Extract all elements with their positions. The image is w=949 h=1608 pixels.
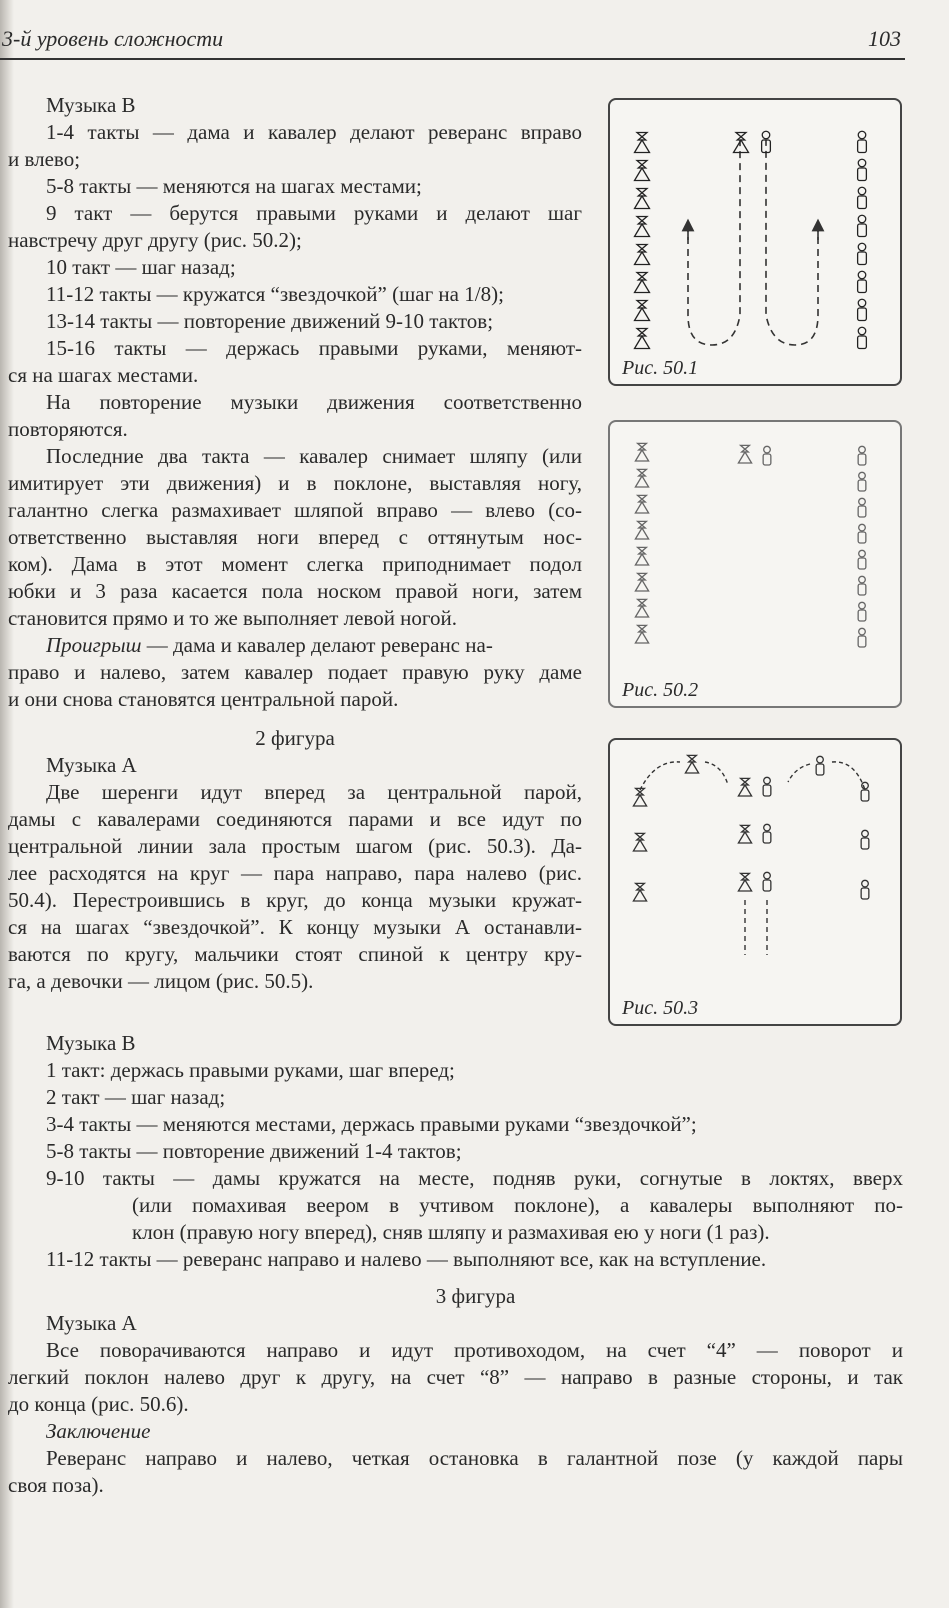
text-line: право и налево, затем кавалер подает правую руку даме <box>8 660 582 684</box>
path-left-dashed <box>688 140 740 345</box>
text-line: 5-8 такты — меняются на шагах местами; <box>46 174 422 198</box>
text-line: 10 такт — шаг назад; <box>46 255 236 279</box>
gentleman-figure-icon <box>858 159 867 180</box>
gentleman-figure-icon <box>858 243 867 264</box>
lady-figure-icon <box>635 521 648 539</box>
interlude-term: Проигрыш <box>46 633 142 657</box>
text-line: На повторение музыки движения соответственно <box>46 390 582 414</box>
text-line: центральной линии зала простым шагом (рис. 50.3). Да- <box>8 834 582 858</box>
lady-figure-icon <box>635 625 648 643</box>
figure-caption: Рис. 50.2 <box>622 679 699 701</box>
gentleman-figure-icon <box>858 602 866 621</box>
lady-figure-icon <box>635 273 650 293</box>
figure-caption: Рис. 50.1 <box>622 357 699 379</box>
lady-figure-icon <box>734 133 749 153</box>
full-width-text <box>8 1030 903 1499</box>
text-line: 50.4). Перестроившись в круг, до конца музыки кружат- <box>8 888 582 912</box>
text-line: 2 такт — шаг назад; <box>46 1085 226 1109</box>
section-heading: 2 фигура <box>255 726 335 750</box>
curve-arrow <box>832 762 865 790</box>
text-line: 15-16 такты — держась правыми руками, меняют- <box>46 336 582 360</box>
text-line: 5-8 такты — повторение движений 1-4 тактов; <box>46 1139 462 1163</box>
lady-figure-icon <box>635 245 650 265</box>
text-line: ком). Дама в этот момент слегка приподнимает подол <box>8 552 582 576</box>
lady-figure-icon <box>635 547 648 565</box>
curve-arrow <box>705 762 728 785</box>
text-line: 1-4 такты — дама и кавалер делают реверанс вправо <box>46 120 582 144</box>
lady-figure-icon <box>635 189 650 209</box>
gentleman-figure-icon <box>858 472 866 491</box>
header-title: 3-й уровень сложности <box>2 26 224 51</box>
text-line: лее расходятся на круг — пара направо, пара налево (рис. <box>8 861 582 885</box>
gentleman-figure-icon <box>763 824 771 843</box>
text-line: га, а девочки — лицом (рис. 50.5). <box>8 969 314 993</box>
gentleman-figure-icon <box>858 271 867 292</box>
lady-figure-icon <box>633 788 646 806</box>
text-line: 3-4 такты — меняются местами, держась правыми руками “звездочкой”; <box>46 1112 697 1136</box>
gentleman-figure-icon <box>861 830 869 849</box>
running-header <box>0 24 905 60</box>
figure-50-2 <box>608 420 902 708</box>
text-line <box>8 632 582 659</box>
text-line: ваются по кругу, мальчики стоят спиной к центру кру- <box>8 942 582 966</box>
gentleman-figure-icon <box>858 524 866 543</box>
lady-figure-icon <box>635 161 650 181</box>
text-line: (или помахивая веером в учтивом поклоне), а кавалеры выполняют по- <box>132 1193 903 1217</box>
text-line: и они снова становятся центральной парой. <box>8 687 399 711</box>
text-line: и влево; <box>8 147 81 171</box>
text-line: 1 такт: держась правыми руками, шаг вперед; <box>46 1058 455 1082</box>
figure-50-3 <box>608 738 902 1026</box>
lady-figure-icon <box>635 573 648 591</box>
text-line: 13-14 такты — повторение движений 9-10 тактов; <box>46 309 494 333</box>
figure-50-1 <box>608 98 902 386</box>
curve-arrow <box>788 764 810 782</box>
conclusion-heading: Заключение <box>46 1419 151 1443</box>
text-line: 9 такт — берутся правыми руками и делают шаг <box>46 201 582 225</box>
gentleman-figure-icon <box>763 446 771 465</box>
text-line: Реверанс направо и налево, четкая остановка в галантной позе (у каждой пары <box>46 1446 903 1470</box>
text-line: становится прямо и то же выполняет левой ногой. <box>8 606 457 630</box>
lady-figure-icon <box>738 873 751 891</box>
gentleman-figure-icon <box>858 327 867 348</box>
text-line: Две шеренги идут вперед за центральной парой, <box>46 780 582 804</box>
lady-figure-icon <box>635 495 648 513</box>
text-line: до конца (рис. 50.6). <box>8 1392 189 1416</box>
text-line: имитирует эти движения) и в поклоне, выставляя ногу, <box>8 471 582 495</box>
text-line: галантно слегка размахивает шляпой вправо — влево (со- <box>8 498 582 522</box>
music-heading: Музыка А <box>46 753 137 777</box>
section-heading: 3 фигура <box>435 1284 516 1308</box>
gentleman-figure-icon <box>763 777 771 796</box>
lady-figure-icon <box>738 825 751 843</box>
music-heading: Музыка В <box>46 93 136 117</box>
gentleman-figure-icon <box>861 880 869 899</box>
gentleman-figure-icon <box>858 550 866 569</box>
text-line: 11-12 такты — реверанс направо и налево — выполняют все, как на вступление. <box>46 1247 767 1271</box>
text-line: легкий поклон налево друг к другу, на счет “8” — направо в разные стороны, и так <box>8 1365 903 1389</box>
gentleman-figure-icon <box>816 756 824 775</box>
gentleman-figure-icon <box>861 782 869 801</box>
text-line: юбки и 3 раза касается пола носком правой ноги, затем <box>8 579 582 603</box>
gentleman-figure-icon <box>858 215 867 236</box>
lady-figure-icon <box>635 301 650 321</box>
lady-figure-icon <box>635 133 650 153</box>
gentleman-figure-icon <box>763 872 771 891</box>
page-number: 103 <box>868 26 901 51</box>
text-line: 11-12 такты — кружатся “звездочкой” (шаг на 1/8); <box>46 282 504 306</box>
text-line: навстречу друг другу (рис. 50.2); <box>8 228 302 252</box>
gentleman-figure-icon <box>858 446 866 465</box>
text-line: Все поворачиваются направо и идут противоходом, на счет “4” — поворот и <box>46 1338 903 1362</box>
lady-figure-icon <box>635 329 650 349</box>
lady-figure-icon <box>635 469 648 487</box>
figure-caption: Рис. 50.3 <box>622 997 699 1019</box>
lady-figure-icon <box>633 833 646 851</box>
text-line: Последние два такта — кавалер снимает шляпу (или <box>46 444 582 468</box>
text-span: — дама и кавалер делают реверанс на- <box>141 633 493 657</box>
lady-figure-icon <box>635 443 648 461</box>
lady-figure-icon <box>635 217 650 237</box>
figure-50-2-diagram <box>610 422 900 706</box>
text-line: ся на шагах местами. <box>8 363 199 387</box>
lady-figure-icon <box>738 445 751 463</box>
gentleman-figure-icon <box>858 131 867 152</box>
text-line: ответственно выставляя ноги вперед с оттянутым нос- <box>8 525 582 549</box>
lady-figure-icon <box>738 778 751 796</box>
text-line: своя поза). <box>8 1473 104 1497</box>
gentleman-figure-icon <box>858 576 866 595</box>
music-heading: Музыка А <box>46 1311 137 1335</box>
gentleman-figure-icon <box>858 628 866 647</box>
gentleman-figure-icon <box>858 299 867 320</box>
gentleman-figure-icon <box>858 187 867 208</box>
figure-50-3-diagram <box>610 740 900 1024</box>
text-line: клон (правую ногу вперед), сняв шляпу и размахивая ею у ноги (1 раз). <box>132 1220 770 1244</box>
music-heading: Музыка В <box>46 1031 136 1055</box>
text-line: дамы с кавалерами соединяются парами и все идут по <box>8 807 582 831</box>
path-right-dashed <box>766 140 818 345</box>
curve-arrow <box>640 762 680 790</box>
lady-figure-icon <box>633 883 646 901</box>
text-line: ся на шагах “звездочкой”. К концу музыки А останавли- <box>8 915 582 939</box>
gentleman-figure-icon <box>858 498 866 517</box>
left-column-text <box>8 92 582 995</box>
lady-figure-icon <box>685 755 698 773</box>
text-line: повторяются. <box>8 417 128 441</box>
text-line: 9-10 такты — дамы кружатся на месте, подняв руки, согнутые в локтях, вверх <box>46 1166 903 1190</box>
lady-figure-icon <box>635 599 648 617</box>
figure-50-1-diagram <box>610 100 900 384</box>
